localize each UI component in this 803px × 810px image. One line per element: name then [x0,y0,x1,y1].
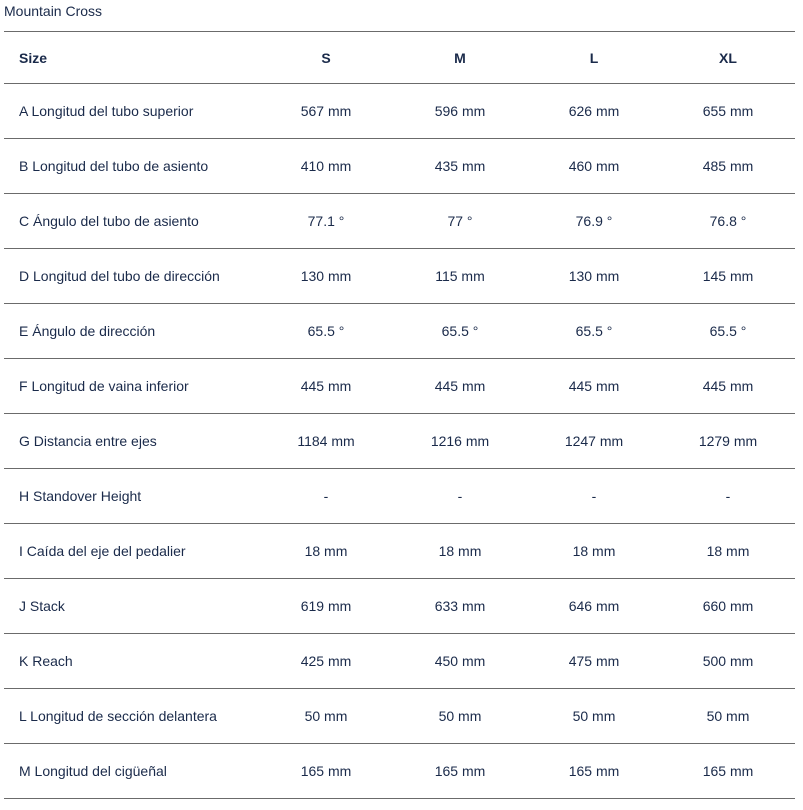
cell-value: 445 mm [661,359,795,414]
table-body [4,84,795,799]
cell-value: 1279 mm [661,414,795,469]
cell-value: 145 mm [661,249,795,304]
row-label: I Caída del eje del pedalier [4,524,259,579]
cell-value: 655 mm [661,84,795,139]
row-label: C Ángulo del tubo de asiento [4,194,259,249]
row-label: H Standover Height [4,469,259,524]
cell-value: 475 mm [527,634,661,689]
table-header-row [4,32,795,84]
cell-value: 50 mm [661,689,795,744]
row-label: A Longitud del tubo superior [4,84,259,139]
cell-value: 115 mm [393,249,527,304]
page-title: Mountain Cross [4,3,103,19]
table-row [4,579,795,634]
cell-value: 425 mm [259,634,393,689]
cell-value: 130 mm [527,249,661,304]
row-label: D Longitud del tubo de dirección [4,249,259,304]
table-row [4,634,795,689]
table-row [4,249,795,304]
cell-value: 596 mm [393,84,527,139]
row-label: E Ángulo de dirección [4,304,259,359]
cell-value: 1216 mm [393,414,527,469]
cell-value: - [393,469,527,524]
cell-value: 450 mm [393,634,527,689]
table-row [4,414,795,469]
row-label: B Longitud del tubo de asiento [4,139,259,194]
table-row [4,469,795,524]
table-row [4,744,795,799]
cell-value: 77.1 ° [259,194,393,249]
cell-value: 445 mm [259,359,393,414]
cell-value: 1247 mm [527,414,661,469]
cell-value: 18 mm [259,524,393,579]
geometry-table [4,31,795,799]
row-label: K Reach [4,634,259,689]
row-label: G Distancia entre ejes [4,414,259,469]
header-size-s: S [259,32,393,84]
table-row [4,139,795,194]
header-size-l: L [527,32,661,84]
cell-value: 77 ° [393,194,527,249]
header-size-label: Size [4,32,259,84]
row-label: J Stack [4,579,259,634]
cell-value: - [661,469,795,524]
cell-value: 567 mm [259,84,393,139]
cell-value: 76.9 ° [527,194,661,249]
cell-value: 619 mm [259,579,393,634]
table-row [4,304,795,359]
cell-value: 435 mm [393,139,527,194]
cell-value: 18 mm [661,524,795,579]
cell-value: 165 mm [527,744,661,799]
cell-value: 485 mm [661,139,795,194]
header-size-xl: XL [661,32,795,84]
cell-value: - [527,469,661,524]
cell-value: 633 mm [393,579,527,634]
cell-value: 165 mm [661,744,795,799]
cell-value: 410 mm [259,139,393,194]
cell-value: 18 mm [527,524,661,579]
cell-value: 50 mm [259,689,393,744]
cell-value: 445 mm [393,359,527,414]
geometry-table-container [4,31,795,799]
table-row [4,689,795,744]
cell-value: 65.5 ° [259,304,393,359]
cell-value: 18 mm [393,524,527,579]
table-row [4,194,795,249]
cell-value: 646 mm [527,579,661,634]
cell-value: 65.5 ° [661,304,795,359]
table-row [4,359,795,414]
cell-value: 50 mm [393,689,527,744]
header-size-m: M [393,32,527,84]
cell-value: - [259,469,393,524]
cell-value: 50 mm [527,689,661,744]
cell-value: 445 mm [527,359,661,414]
cell-value: 65.5 ° [527,304,661,359]
row-label: M Longitud del cigüeñal [4,744,259,799]
cell-value: 76.8 ° [661,194,795,249]
cell-value: 660 mm [661,579,795,634]
table-row [4,84,795,139]
cell-value: 500 mm [661,634,795,689]
cell-value: 460 mm [527,139,661,194]
table-row [4,524,795,579]
row-label: L Longitud de sección delantera [4,689,259,744]
cell-value: 165 mm [393,744,527,799]
cell-value: 130 mm [259,249,393,304]
cell-value: 626 mm [527,84,661,139]
cell-value: 1184 mm [259,414,393,469]
row-label: F Longitud de vaina inferior [4,359,259,414]
cell-value: 65.5 ° [393,304,527,359]
cell-value: 165 mm [259,744,393,799]
